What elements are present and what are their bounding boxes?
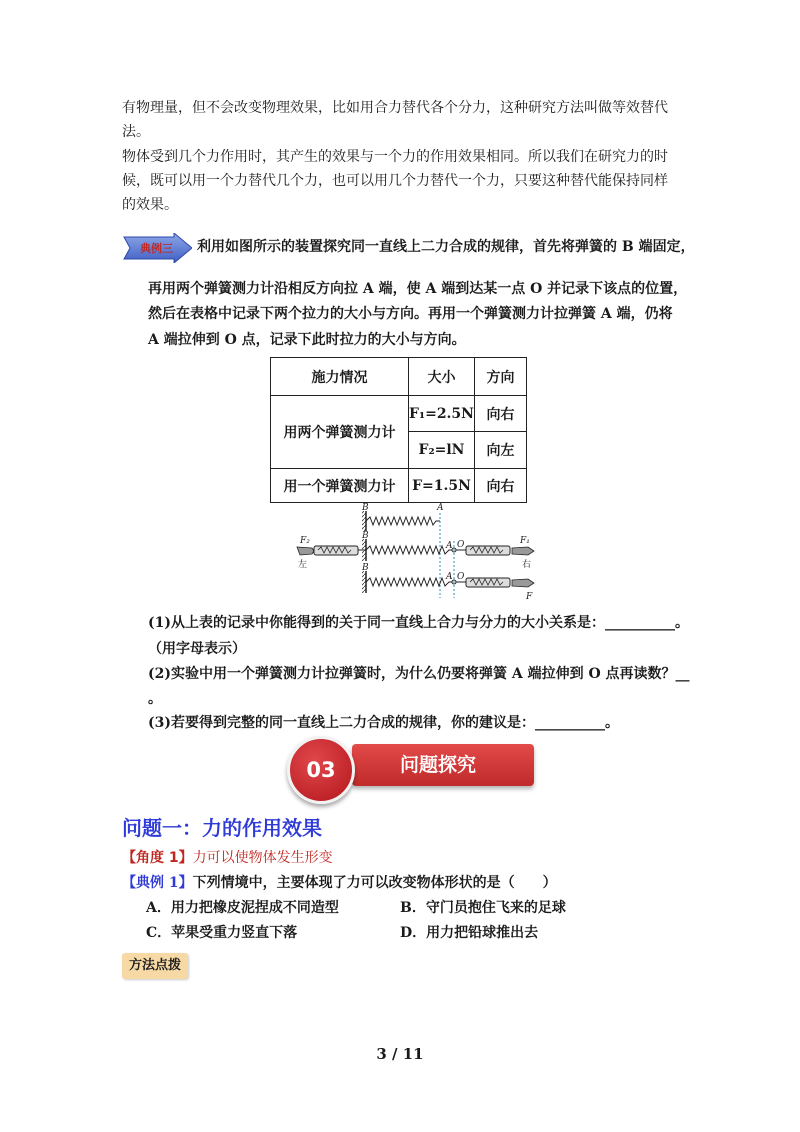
table-header: 施力情况 xyxy=(271,358,409,396)
spring-3 xyxy=(366,578,452,586)
label-a1: A xyxy=(437,503,444,513)
label-o2: O xyxy=(457,540,465,550)
question-1: (1)从上表的记录中你能得到的关于同一直线上合力与分力的大小关系是：__________。 xyxy=(148,615,689,631)
intro-line-2: 法。 xyxy=(122,124,150,140)
spring-1 xyxy=(366,517,440,525)
table-cell: F=1.5N xyxy=(409,469,475,503)
option-d: D．用力把铅球推出去 xyxy=(400,925,539,941)
method-tip-label: 方法点拨 xyxy=(122,953,188,979)
table-header: 大小 xyxy=(409,358,475,396)
example3-line-2: 再用两个弹簧测力计沿相反方向拉 A 端，使 A 端到达某一点 O 并记录下该点的位置， xyxy=(148,281,688,297)
option-a: A．用力把橡皮泥捏成不同造型 xyxy=(146,900,339,916)
label-b2: B xyxy=(362,531,369,541)
table-cell: F₂=lN xyxy=(409,432,475,469)
intro-line-1: 有物理量，但不会改变物理效果，比如用合力替代各个分力，这种研究方法叫做等效替代 xyxy=(122,100,668,116)
wall-1 xyxy=(362,511,366,531)
example1-text: 下列情境中，主要体现了力可以改变物体形状的是（ ） xyxy=(192,875,557,891)
label-left: 左 xyxy=(298,560,308,570)
table-group-label: 用两个弹簧测力计 xyxy=(271,396,409,469)
example3-line-3: 然后在表格中记录下两个拉力的大小与方向。再用一个弹簧测力计拉弹簧 A 端，仍将 xyxy=(148,306,673,322)
label-b3: B xyxy=(362,563,369,573)
section-title: 问题探究 xyxy=(352,744,534,786)
right-spring-scale-2 xyxy=(456,578,534,587)
intro-line-3: 物体受到几个力作用时，其产生的效果与一个力的作用效果相同。所以我们在研究力的时 xyxy=(122,149,668,165)
label-a2: A xyxy=(446,541,453,551)
angle-line xyxy=(122,847,333,867)
label-right: 右 xyxy=(522,560,532,570)
spring-2 xyxy=(366,546,452,554)
question-1-note: （用字母表示） xyxy=(148,641,246,657)
label-f1: F₁ xyxy=(520,536,530,546)
label-o3: O xyxy=(457,572,465,582)
intro-line-4: 候，既可以用一个力替代几个力，也可以用几个力替代一个力，只要这种替代能保持同样 xyxy=(122,173,668,189)
intro-line-5: 的效果。 xyxy=(122,197,178,213)
option-c: C．苹果受重力竖直下落 xyxy=(146,925,298,941)
label-f2: F₂ xyxy=(300,536,310,546)
label-f: F xyxy=(526,592,533,602)
question-3: (3)若要得到完整的同一直线上二力合成的规律，你的建议是：__________。 xyxy=(148,715,619,731)
angle-tag: 【角度 1】 xyxy=(122,850,193,866)
example1-line xyxy=(122,872,557,892)
question-2-end: 。 xyxy=(148,691,162,707)
angle-text: 力可以使物体发生形变 xyxy=(192,850,333,866)
force-table xyxy=(270,357,527,503)
option-b: B．守门员抱住飞来的足球 xyxy=(400,900,566,916)
table-group-label: 用一个弹簧测力计 xyxy=(271,469,409,503)
table-cell: 向左 xyxy=(475,432,527,469)
example3-line-1: 利用如图所示的装置探究同一直线上二力合成的规律，首先将弹簧的 B 端固定， xyxy=(197,239,695,255)
label-a3: A xyxy=(446,572,453,582)
section-number: 03 xyxy=(287,736,355,804)
table-cell: 向右 xyxy=(475,396,527,432)
table-header: 方向 xyxy=(475,358,527,396)
left-spring-scale xyxy=(297,546,366,555)
question-2: (2)实验中用一个弹簧测力计拉弹簧时，为什么仍要将弹簧 A 端拉伸到 O 点再读数？__ xyxy=(148,666,690,682)
example-badge-label: 典例三 xyxy=(140,242,173,255)
right-spring-scale-1 xyxy=(456,546,534,555)
label-b1: B xyxy=(362,503,369,513)
table-cell: 向右 xyxy=(475,469,527,503)
example1-tag: 【典例 1】 xyxy=(122,875,193,891)
wall-3 xyxy=(362,571,366,593)
table-cell: F₁=2.5N xyxy=(409,396,475,432)
problem-heading: 问题一：力的作用效果 xyxy=(122,816,322,840)
example3-line-4: A 端拉伸到 O 点，记录下此时拉力的大小与方向。 xyxy=(148,332,466,348)
page-number: 3 / 11 xyxy=(376,1045,424,1063)
spring-experiment-diagram xyxy=(292,503,542,603)
